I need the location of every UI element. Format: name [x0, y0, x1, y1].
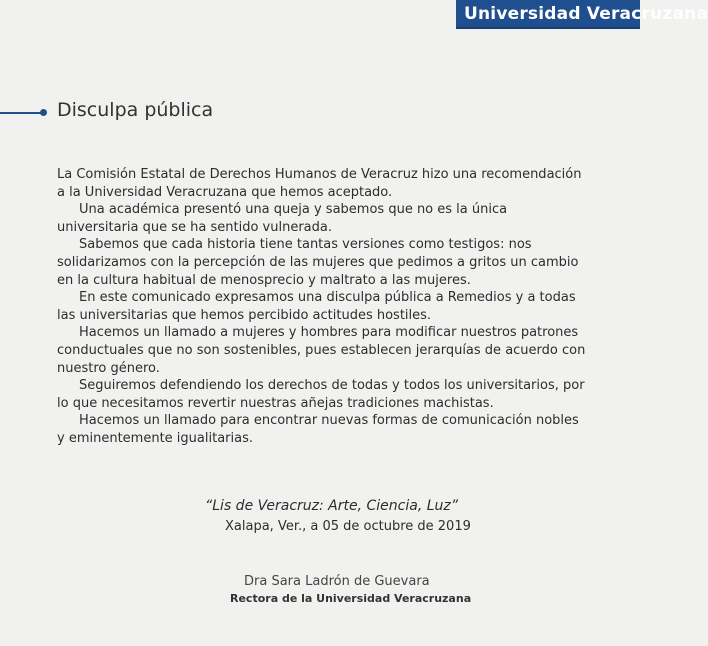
statement-body — [57, 166, 587, 448]
paragraph-7: Hacemos un llamado para encontrar nuevas formas de comunicación nobles y eminentemente igualitarias. — [57, 413, 579, 446]
university-motto: “Lis de Veracruz: Arte, Ciencia, Luz” — [205, 498, 459, 514]
title-rule-line — [0, 112, 44, 114]
signer-role: Rectora de la Universidad Veracruzana — [230, 592, 472, 605]
paragraph-5: Hacemos un llamado a mujeres y hombres para modificar nuestros patrones conductuales que no son sostenibles, pues establecen jerarquías de acuerdo con nuestro género. — [57, 325, 586, 376]
paragraph-3: Sabemos que cada historia tiene tantas versiones como testigos: nos solidarizamos con la percepción de las mujeres que pedimos a gritos un cambio en la cultura habitual de menosprecio y maltrato a las mujeres. — [57, 237, 579, 288]
page-title: Disculpa pública — [57, 99, 214, 121]
paragraph-2: Una académica presentó una queja y sabemos que no es la única universitaria que se ha sentido vulnerada. — [57, 202, 508, 235]
banner-text: Universidad Veracruzana — [464, 4, 708, 24]
paragraph-1: La Comisión Estatal de Derechos Humanos de Veracruz hizo una recomendación a la Universidad Veracruzana que hemos aceptado. — [57, 167, 582, 200]
university-banner — [456, 0, 708, 29]
paragraph-4: En este comunicado expresamos una disculpa pública a Remedios y a todas las universitarias que hemos percibido actitudes hostiles. — [57, 290, 576, 323]
signer-name: Dra Sara Ladrón de Guevara — [244, 574, 430, 589]
paragraph-6: Seguiremos defendiendo los derechos de todas y todos los universitarios, por lo que necesitamos revertir nuestras añejas tradiciones machistas. — [57, 378, 585, 411]
place-and-date: Xalapa, Ver., a 05 de octubre de 2019 — [225, 519, 471, 534]
title-bullet-dot — [40, 109, 47, 116]
